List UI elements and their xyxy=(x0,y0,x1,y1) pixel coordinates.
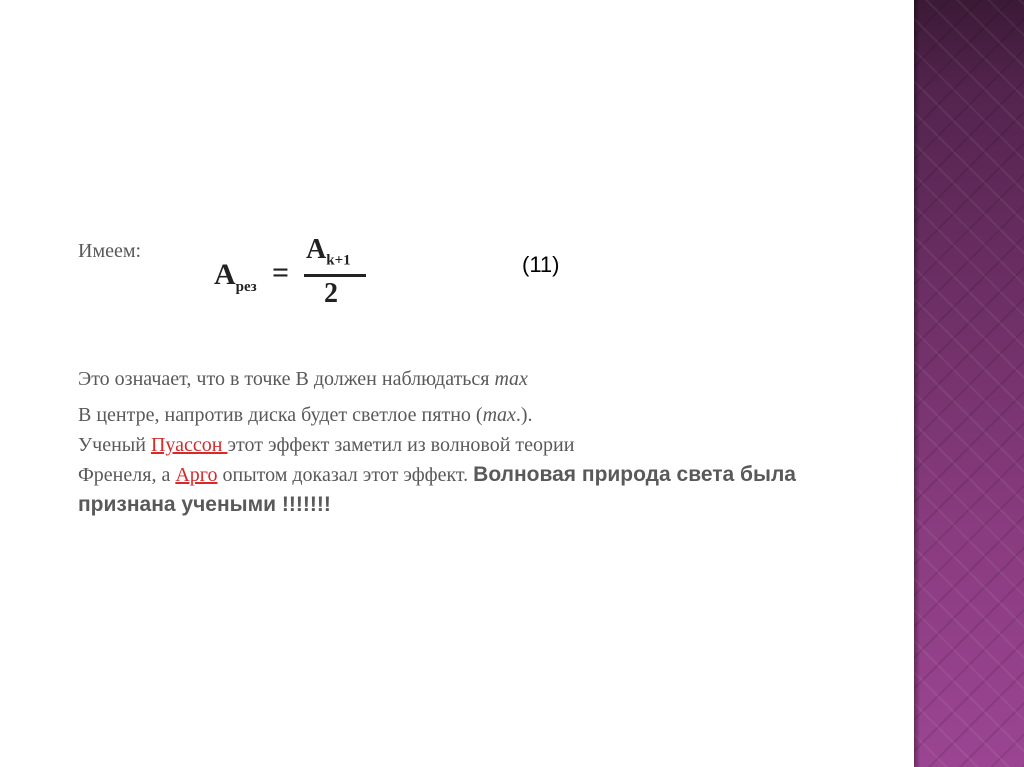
line1-text: Это означает, что в точке В должен наблюдаться xyxy=(78,368,495,390)
link-poisson[interactable]: Пуассон xyxy=(150,434,228,456)
conclusion-text: Волновая природа света была признана учеными !!!!!!! xyxy=(78,463,796,516)
para2-line-a-end: .). xyxy=(515,404,533,426)
formula-num-base: A xyxy=(306,234,327,265)
fraction-bar xyxy=(304,274,366,277)
decorative-side-strip xyxy=(914,0,1024,767)
formula-equals: = xyxy=(272,256,290,289)
paragraph-poisson-spot xyxy=(78,400,858,520)
para2-line-b-start: Ученый xyxy=(78,434,151,456)
intro-label: Имеем: xyxy=(78,240,142,262)
link-argo[interactable]: Арго xyxy=(175,464,218,486)
formula-num-sub: k+1 xyxy=(326,252,351,269)
para2-line-a: В центре, напротив диска будет светлое пятно ( xyxy=(78,404,483,426)
para2-line-c-end: опытом доказал этот эффект. xyxy=(217,464,474,486)
formula-lhs xyxy=(214,258,257,296)
paragraph-max-point xyxy=(78,364,528,394)
formula-denominator: 2 xyxy=(324,278,338,309)
formula-numerator xyxy=(306,234,351,270)
formula-lhs-base: A xyxy=(214,258,236,291)
para2-line-b-end: этот эффект заметил из волновой теории xyxy=(227,434,575,456)
formula xyxy=(214,234,374,310)
equation-number: (11) xyxy=(522,252,560,277)
formula-lhs-sub: рез xyxy=(235,279,257,295)
para2-line-a-italic: max xyxy=(482,404,516,426)
para2-line-c-start: Френеля, а xyxy=(78,464,176,486)
strip-pattern xyxy=(914,0,1024,767)
line1-italic: max xyxy=(494,368,528,390)
strip-edge-shadow xyxy=(914,0,920,767)
